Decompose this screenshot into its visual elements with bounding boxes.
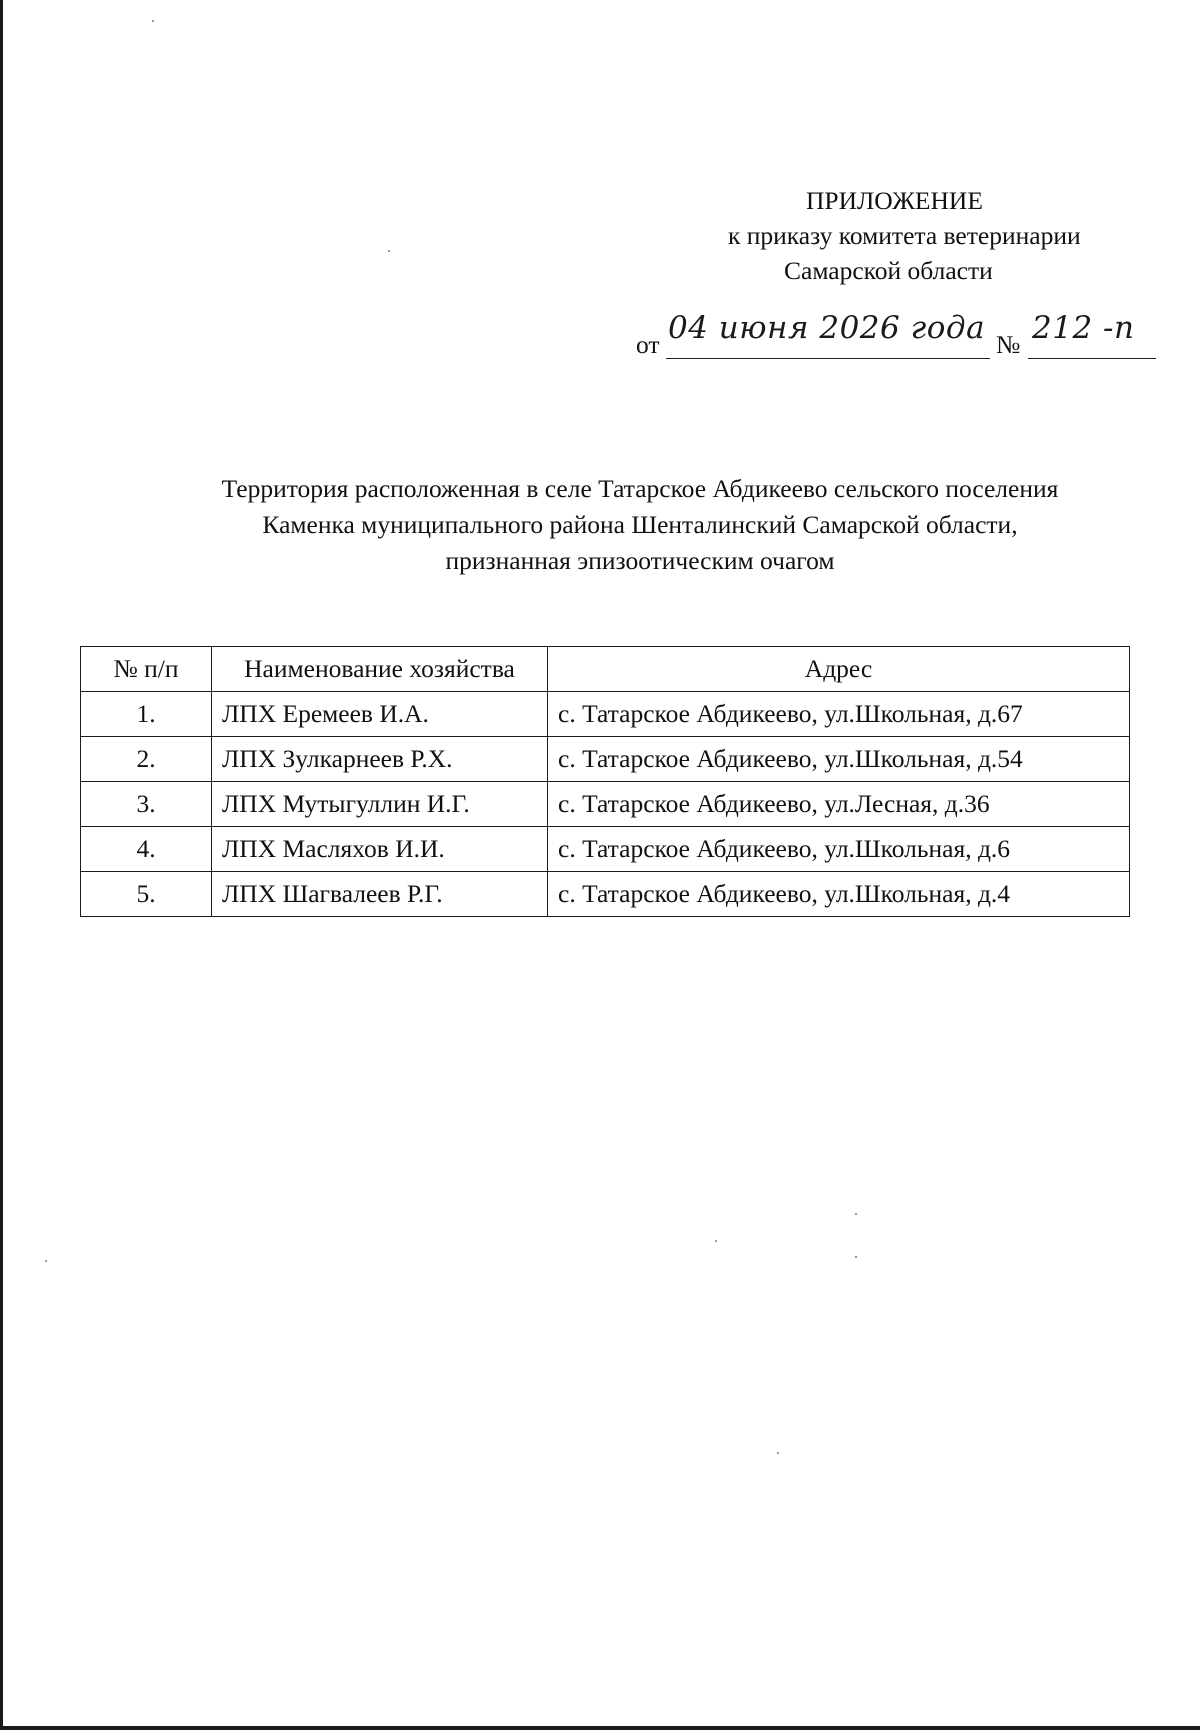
scan-border-bottom — [0, 1726, 1200, 1730]
table-row — [81, 737, 1130, 782]
order-date-underline — [666, 358, 990, 359]
scan-border-left — [0, 0, 3, 1730]
row-number: 4. — [81, 827, 212, 872]
document-heading — [150, 471, 1130, 579]
heading-line: Территория расположенная в селе Татарское Абдикеево сельского поселения — [221, 474, 1059, 503]
row-number: 2. — [81, 737, 212, 782]
column-header-address: Адрес — [548, 647, 1130, 692]
row-address: с. Татарское Абдикеево, ул.Школьная, д.4 — [548, 872, 1130, 917]
scan-speck — [777, 1452, 779, 1454]
table-header-row — [81, 647, 1130, 692]
scan-speck — [855, 1256, 857, 1258]
row-farm-name: ЛПХ Зулкарнеев Р.Х. — [212, 737, 548, 782]
order-date-handwritten: 04 июня 2026 года — [668, 310, 986, 346]
row-address: с. Татарское Абдикеево, ул.Лесная, д.36 — [548, 782, 1130, 827]
order-number-handwritten: 212 -п — [1032, 310, 1135, 346]
appendix-to-order: к приказу комитета ветеринарии — [728, 221, 1081, 250]
row-farm-name: ЛПХ Мутыгуллин И.Г. — [212, 782, 548, 827]
appendix-block — [680, 183, 1140, 288]
row-address: с. Татарское Абдикеево, ул.Школьная, д.54 — [548, 737, 1130, 782]
heading-line: Каменка муниципального района Шенталинский Самарской области, — [262, 510, 1018, 539]
appendix-region: Самарской области — [784, 256, 993, 285]
table-row — [81, 827, 1130, 872]
scan-speck — [855, 1213, 857, 1215]
row-address: с. Татарское Абдикеево, ул.Школьная, д.6 — [548, 827, 1130, 872]
row-farm-name: ЛПХ Еремеев И.А. — [212, 692, 548, 737]
scan-speck — [45, 1260, 47, 1262]
order-number-prefix: № — [996, 330, 1021, 359]
row-address: с. Татарское Абдикеево, ул.Школьная, д.67 — [548, 692, 1130, 737]
scan-speck — [715, 1240, 717, 1242]
table-row — [81, 782, 1130, 827]
row-farm-name: ЛПХ Шагвалеев Р.Г. — [212, 872, 548, 917]
column-header-number: № п/п — [81, 647, 212, 692]
table-row — [81, 692, 1130, 737]
column-header-name: Наименование хозяйства — [212, 647, 548, 692]
appendix-title: ПРИЛОЖЕНИЕ — [806, 186, 983, 215]
order-date-number — [636, 310, 1176, 368]
row-number: 5. — [81, 872, 212, 917]
row-number: 3. — [81, 782, 212, 827]
table-row — [81, 872, 1130, 917]
row-farm-name: ЛПХ Масляхов И.И. — [212, 827, 548, 872]
farms-table — [80, 646, 1130, 917]
scan-speck — [388, 250, 390, 252]
order-number-underline — [1028, 358, 1156, 359]
row-number: 1. — [81, 692, 212, 737]
scan-speck — [152, 20, 154, 22]
order-date-prefix: от — [636, 330, 660, 359]
heading-line: признанная эпизоотическим очагом — [445, 546, 835, 575]
